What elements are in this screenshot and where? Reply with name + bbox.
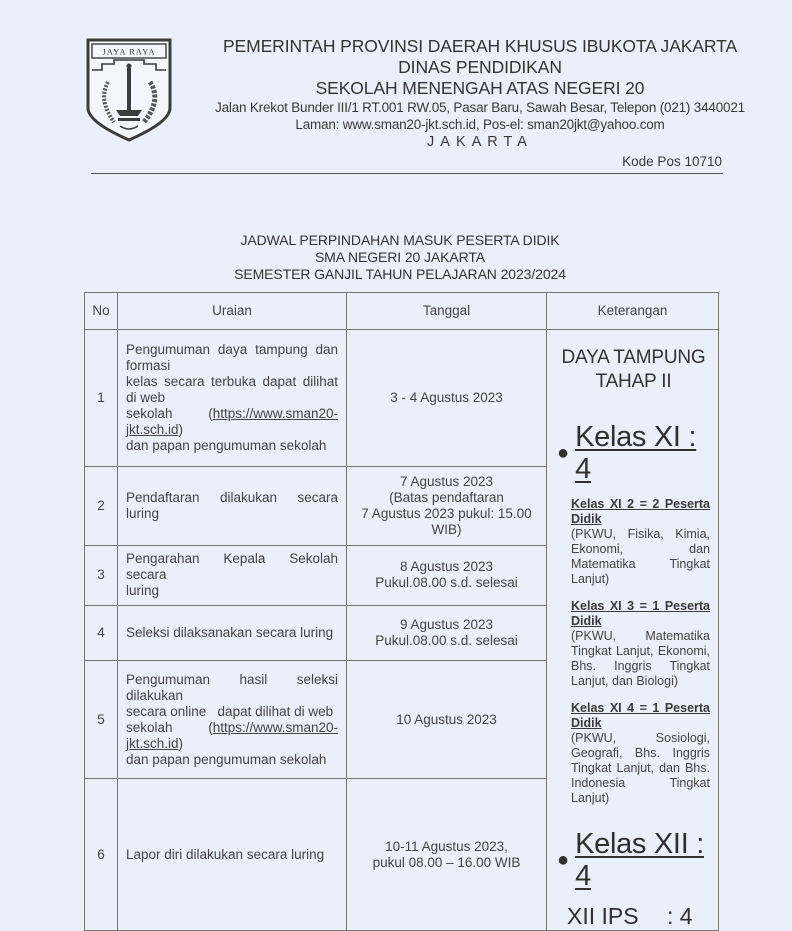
table-row bbox=[85, 330, 719, 467]
letterhead-address: Jalan Krekot Bunder III/1 RT.001 RW.05, Pasar Baru, Sawah Besar, Telepon (021) 3440021 bbox=[215, 100, 745, 115]
letterhead-school-name: SEKOLAH MENENGAH ATAS NEGERI 20 bbox=[315, 78, 645, 98]
kelas-xi-capacity: ● Kelas XI : 4 bbox=[557, 421, 697, 485]
header-tanggal: Tanggal bbox=[347, 293, 547, 330]
keterangan-cell bbox=[547, 330, 719, 931]
postal-code: Kode Pos 10710 bbox=[622, 154, 722, 169]
letterhead-city: JAKARTA bbox=[427, 134, 533, 150]
bullet-icon: ● bbox=[557, 442, 570, 464]
row-uraian: Pengarahan Kepala Sekolah secara luring bbox=[118, 546, 347, 605]
row-tanggal: 9 Agustus 2023 Pukul.08.00 s.d. selesai bbox=[347, 605, 547, 661]
row-uraian: Pengumuman hasil seleksi dilakukan secara online dapat dilihat di web sekolah (https://www.sman20-jkt.sch.id) dan papan pengumuman sekolah bbox=[118, 661, 347, 779]
kelas-xi-2-group: Kelas XI 2 = 2 Peserta Didik (PKWU, Fisika, Kimia, Ekonomi, dan Matematika Tingkat Lanjut) bbox=[571, 497, 710, 586]
school-website-link[interactable]: https://www.sman20-jkt.sch.id bbox=[126, 406, 338, 438]
letterhead-department: DINAS PENDIDIKAN bbox=[398, 57, 562, 77]
header-keterangan: Keterangan bbox=[547, 293, 719, 330]
row-no: 4 bbox=[85, 605, 118, 661]
letterhead-web-email: Laman: www.sman20-jkt.sch.id, Pos-el: sman20jkt@yahoo.com bbox=[295, 117, 665, 132]
bullet-icon: ● bbox=[557, 849, 570, 871]
row-tanggal: 10-11 Agustus 2023, pukul 08.00 – 16.00 WIB bbox=[347, 779, 547, 931]
row-no: 5 bbox=[85, 661, 118, 779]
header-uraian: Uraian bbox=[118, 293, 347, 330]
jakarta-coat-of-arms-logo bbox=[86, 38, 172, 142]
letterhead-divider bbox=[91, 173, 723, 174]
document-title bbox=[0, 232, 792, 283]
row-uraian: Pengumuman daya tampung dan formasi kelas secara terbuka dapat dilihat di web sekolah (https://www.sman20-jkt.sch.id) dan papan pengumuman sekolah bbox=[118, 330, 347, 467]
title-line-3: SEMESTER GANJIL TAHUN PELAJARAN 2023/2024 bbox=[234, 266, 566, 282]
row-tanggal: 3 - 4 Agustus 2023 bbox=[347, 330, 547, 467]
row-tanggal: 7 Agustus 2023 (Batas pendaftaran 7 Agustus 2023 pukul: 15.00 WIB) bbox=[347, 467, 547, 546]
kelas-xii-capacity: ● Kelas XII : 4 bbox=[557, 828, 704, 892]
row-no: 3 bbox=[85, 546, 118, 605]
kelas-xi-3-group: Kelas XI 3 = 1 Peserta Didik (PKWU, Matematika Tingkat Lanjut, Ekonomi, Bhs. Inggris Tingkat Lanjut, dan Biologi) bbox=[571, 599, 710, 688]
xii-ips-capacity: XII IPS : 4 bbox=[567, 903, 693, 929]
row-no: 6 bbox=[85, 779, 118, 931]
row-uraian: Pendaftaran dilakukan secara luring bbox=[118, 467, 347, 546]
capacity-heading: DAYA TAMPUNG TAHAP II bbox=[561, 347, 706, 392]
svg-text:JAYA RAYA: JAYA RAYA bbox=[102, 46, 156, 57]
school-website-link[interactable]: https://www.sman20-jkt.sch.id bbox=[126, 719, 338, 751]
row-no: 1 bbox=[85, 330, 118, 467]
row-tanggal: 8 Agustus 2023 Pukul.08.00 s.d. selesai bbox=[347, 546, 547, 605]
schedule-table bbox=[84, 292, 719, 931]
table-header-row bbox=[85, 293, 719, 330]
row-uraian: Seleksi dilaksanakan secara luring bbox=[118, 605, 347, 661]
header-no: No bbox=[85, 293, 118, 330]
row-uraian: Lapor diri dilakukan secara luring bbox=[118, 779, 347, 931]
title-line-1: JADWAL PERPINDAHAN MASUK PESERTA DIDIK bbox=[240, 232, 560, 248]
row-no: 2 bbox=[85, 467, 118, 546]
kelas-xi-4-group: Kelas XI 4 = 1 Peserta Didik (PKWU, Sosiologi, Geografi, Bhs. Inggris Tingkat Lanjut, dan Bhs. Indonesia Tingkat Lanjut) bbox=[571, 701, 710, 805]
letterhead-government: PEMERINTAH PROVINSI DAERAH KHUSUS IBUKOTA JAKARTA bbox=[222, 36, 738, 56]
letterhead bbox=[190, 36, 770, 152]
title-line-2: SMA NEGERI 20 JAKARTA bbox=[314, 249, 486, 265]
row-tanggal: 10 Agustus 2023 bbox=[347, 661, 547, 779]
